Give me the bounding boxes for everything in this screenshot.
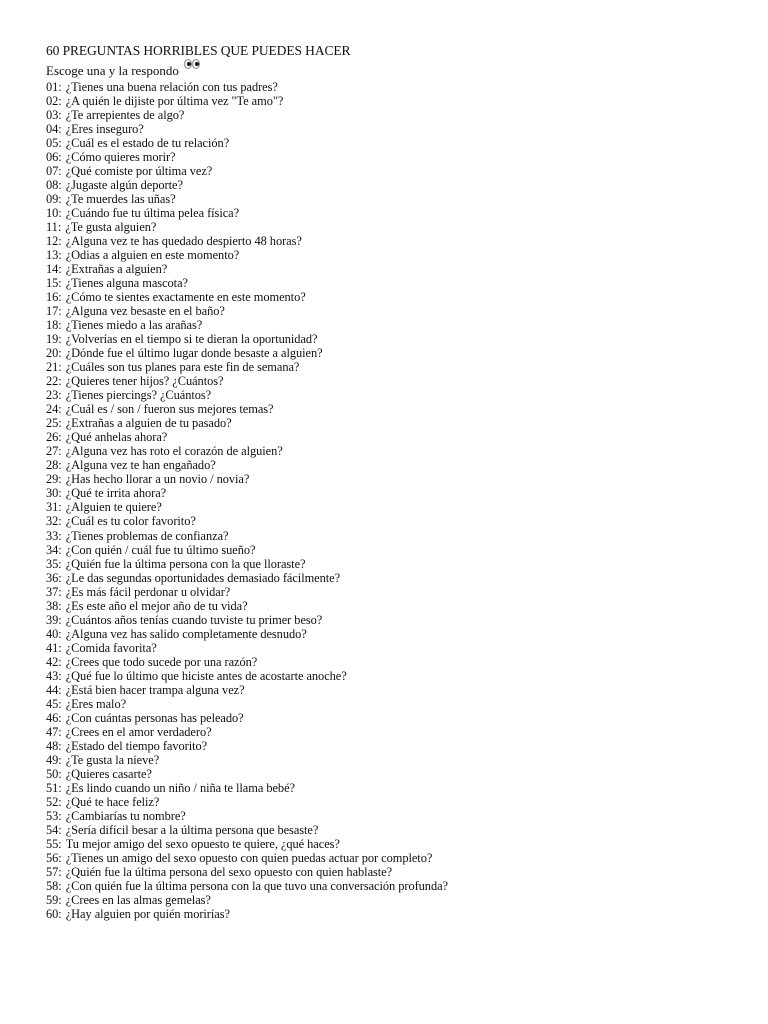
question-number: 51 — [46, 780, 59, 795]
question-separator: : — [58, 80, 62, 94]
question-number: 40 — [46, 626, 59, 641]
question-separator: : — [58, 612, 62, 627]
question-item — [46, 795, 746, 809]
question-separator: : — [58, 514, 62, 529]
question-item — [46, 262, 746, 276]
question-text: ¿Alguna vez besaste en el baño? — [65, 304, 225, 319]
question-text: ¿Tienes miedo a las arañas? — [65, 318, 203, 333]
question-separator: : — [58, 570, 62, 585]
question-text: ¿Cuál es tu color favorito? — [65, 514, 196, 529]
question-text: ¿Alguna vez has roto el corazón de alguien? — [65, 444, 283, 459]
question-separator: : — [58, 290, 62, 305]
question-item — [46, 851, 746, 865]
question-item — [46, 781, 746, 795]
question-text: ¿Es lindo cuando un niño / niña te llama bebé? — [65, 780, 295, 795]
question-number: 15 — [46, 276, 59, 291]
question-number: 36 — [46, 570, 59, 585]
question-item — [46, 458, 746, 472]
question-number: 22 — [46, 374, 59, 389]
question-separator: : — [58, 206, 62, 221]
question-item — [46, 178, 746, 192]
question-separator: : — [58, 458, 62, 473]
question-text: ¿Tienes alguna mascota? — [65, 276, 188, 291]
question-separator: : — [58, 626, 62, 641]
question-text: ¿Alguna vez has salido completamente desnudo? — [65, 626, 307, 641]
question-separator: : — [58, 556, 62, 571]
question-item — [46, 893, 746, 907]
question-separator: : — [58, 864, 62, 879]
question-item — [46, 304, 746, 318]
question-text: ¿Quién fue la última persona con la que lloraste? — [65, 556, 306, 571]
question-item — [46, 486, 746, 500]
question-text: ¿Alguna vez te han engañado? — [65, 458, 216, 473]
question-text: ¿Cuántos años tenías cuando tuviste tu primer beso? — [65, 612, 323, 627]
question-number: 58 — [46, 878, 59, 893]
question-text: Tu mejor amigo del sexo opuesto te quiere, ¿qué haces? — [65, 836, 340, 851]
question-number: 02 — [46, 94, 59, 109]
document-page — [46, 42, 746, 921]
question-number: 30 — [46, 486, 59, 501]
question-text: ¿Cuáles son tus planes para este fin de semana? — [65, 360, 300, 375]
question-item — [46, 627, 746, 641]
question-number: 43 — [46, 668, 59, 683]
question-number: 06 — [46, 150, 59, 165]
question-separator: : — [58, 486, 62, 501]
question-item — [46, 108, 746, 122]
question-item — [46, 388, 746, 402]
question-text: ¿Te arrepientes de algo? — [65, 108, 185, 123]
question-text: ¿Sería difícil besar a la última persona que besaste? — [65, 822, 319, 837]
question-text: ¿Odias a alguien en este momento? — [65, 248, 240, 263]
question-item — [46, 276, 746, 290]
question-text: ¿Extrañas a alguien? — [65, 262, 168, 277]
question-item — [46, 318, 746, 332]
question-text: ¿Eres malo? — [65, 696, 127, 711]
question-text: ¿Estado del tiempo favorito? — [65, 738, 208, 753]
question-number: 41 — [46, 640, 59, 655]
question-number: 33 — [46, 528, 59, 543]
question-number: 46 — [46, 710, 59, 725]
question-number: 27 — [46, 444, 59, 459]
question-item — [46, 164, 746, 178]
question-number: 10 — [46, 206, 59, 221]
left-eye-icon — [184, 59, 192, 69]
question-separator: : — [57, 220, 62, 235]
question-separator: : — [58, 724, 62, 739]
question-text: ¿Alguien te quiere? — [65, 500, 162, 515]
question-text: ¿Tienes problemas de confianza? — [65, 528, 229, 543]
question-separator: : — [58, 640, 62, 655]
question-separator: : — [58, 374, 62, 389]
question-text: ¿Cuál es / son / fueron sus mejores temas? — [65, 402, 274, 417]
question-number: 47 — [46, 724, 59, 739]
question-text: ¿Tienes piercings? ¿Cuántos? — [65, 388, 212, 403]
question-separator: : — [58, 878, 62, 893]
question-item — [46, 585, 746, 599]
question-item — [46, 599, 746, 613]
question-separator: : — [58, 542, 62, 557]
question-item — [46, 739, 746, 753]
question-item — [46, 192, 746, 206]
question-text: ¿Cómo quieres morir? — [65, 150, 176, 165]
question-text: ¿Qué anhelas ahora? — [65, 430, 168, 445]
question-number: 16 — [46, 290, 59, 305]
question-number: 14 — [46, 262, 59, 277]
question-item — [46, 557, 746, 571]
question-text: ¿Dónde fue el último lugar donde besaste a alguien? — [65, 346, 323, 361]
question-item — [46, 80, 746, 94]
question-number: 37 — [46, 584, 59, 599]
question-number: 03 — [46, 108, 59, 123]
question-separator: : — [58, 416, 62, 431]
question-text: ¿Qué te hace feliz? — [65, 794, 160, 809]
question-separator: : — [58, 850, 62, 865]
question-item — [46, 543, 746, 557]
question-item — [46, 655, 746, 669]
question-separator: : — [58, 276, 62, 291]
question-number: 50 — [46, 766, 59, 781]
question-text: ¿Crees que todo sucede por una razón? — [65, 654, 258, 669]
question-item — [46, 529, 746, 543]
question-text: ¿Crees en las almas gemelas? — [65, 892, 211, 907]
question-text: ¿Has hecho llorar a un novio / novia? — [65, 472, 250, 487]
question-item — [46, 430, 746, 444]
eyes-emoji-icon — [184, 59, 202, 69]
question-separator: : — [58, 402, 62, 417]
question-separator: : — [58, 598, 62, 613]
question-text: ¿Quieres tener hijos? ¿Cuántos? — [65, 374, 224, 389]
question-separator: : — [58, 836, 62, 851]
question-number: 49 — [46, 752, 59, 767]
question-text: ¿Volverías en el tiempo si te dieran la oportunidad? — [65, 332, 318, 347]
question-item — [46, 150, 746, 164]
question-text: ¿Cómo te sientes exactamente en este momento? — [65, 290, 306, 305]
question-text: ¿Tienes un amigo del sexo opuesto con quien puedas actuar por completo? — [65, 850, 433, 865]
question-text: ¿Te gusta alguien? — [65, 220, 157, 235]
subtitle-text: Escoge una y la respondo — [46, 63, 179, 78]
question-separator: : — [58, 178, 62, 193]
question-separator: : — [58, 332, 62, 347]
question-item — [46, 94, 746, 108]
question-text: ¿Cambiarías tu nombre? — [65, 808, 186, 823]
question-item — [46, 206, 746, 220]
question-text: ¿Cuál es el estado de tu relación? — [65, 136, 230, 151]
question-number: 07 — [46, 164, 59, 179]
question-separator: : — [58, 528, 62, 543]
question-item — [46, 711, 746, 725]
question-number: 17 — [46, 304, 59, 319]
question-item — [46, 248, 746, 262]
question-text: ¿Es más fácil perdonar u olvidar? — [65, 584, 231, 599]
question-number: 04 — [46, 122, 59, 137]
question-separator: : — [58, 318, 62, 333]
question-separator: : — [58, 822, 62, 837]
question-number: 38 — [46, 598, 59, 613]
question-number: 42 — [46, 654, 59, 669]
question-number: 52 — [46, 794, 59, 809]
question-item — [46, 136, 746, 150]
document-subtitle — [46, 62, 746, 80]
question-number: 25 — [46, 416, 59, 431]
question-item — [46, 416, 746, 430]
question-item — [46, 500, 746, 514]
question-text: ¿Qué comiste por última vez? — [65, 164, 213, 179]
question-item — [46, 641, 746, 655]
question-item — [46, 360, 746, 374]
question-separator: : — [58, 360, 62, 375]
question-number: 18 — [46, 318, 59, 333]
question-text: ¿Qué fue lo último que hiciste antes de acostarte anoche? — [65, 668, 347, 683]
question-separator: : — [58, 122, 62, 137]
question-item — [46, 837, 746, 851]
question-item — [46, 571, 746, 585]
question-text: ¿Alguna vez te has quedado despierto 48 horas? — [65, 234, 302, 249]
question-separator: : — [58, 682, 62, 697]
question-number: 21 — [46, 360, 59, 375]
question-item — [46, 122, 746, 136]
question-separator: : — [58, 444, 62, 459]
question-number: 57 — [46, 864, 59, 879]
question-text: ¿Con quién / cuál fue tu último sueño? — [65, 542, 256, 557]
question-separator: : — [58, 304, 62, 319]
question-text: ¿Te muerdes las uñas? — [65, 192, 176, 207]
question-text: ¿Crees en el amor verdadero? — [65, 724, 212, 739]
right-eye-icon — [192, 59, 200, 69]
question-number: 35 — [46, 556, 59, 571]
question-number: 13 — [46, 248, 59, 263]
question-text: ¿Está bien hacer trampa alguna vez? — [65, 682, 245, 697]
question-item — [46, 669, 746, 683]
question-item — [46, 402, 746, 416]
question-item — [46, 809, 746, 823]
question-number: 24 — [46, 402, 59, 417]
question-item — [46, 697, 746, 711]
question-number: 31 — [46, 500, 59, 515]
question-item — [46, 220, 746, 234]
question-text: ¿Tienes una buena relación con tus padres? — [65, 80, 278, 94]
question-text: ¿Jugaste algún deporte? — [65, 178, 183, 193]
question-separator: : — [58, 430, 62, 445]
question-separator: : — [58, 346, 62, 361]
question-text: ¿Es este año el mejor año de tu vida? — [65, 598, 248, 613]
question-separator: : — [58, 164, 62, 179]
question-separator: : — [58, 752, 62, 767]
question-number: 26 — [46, 430, 59, 445]
document-title: 60 PREGUNTAS HORRIBLES QUE PUEDES HACER — [46, 43, 351, 58]
question-number: 60 — [46, 906, 59, 921]
question-item — [46, 683, 746, 697]
question-separator: : — [58, 584, 62, 599]
question-text: ¿Eres inseguro? — [65, 122, 144, 137]
question-item — [46, 725, 746, 739]
question-item — [46, 907, 746, 921]
question-number: 34 — [46, 542, 59, 557]
question-item — [46, 234, 746, 248]
question-text: ¿Extrañas a alguien de tu pasado? — [65, 416, 232, 431]
question-number: 05 — [46, 136, 59, 151]
question-text: ¿Comida favorita? — [65, 640, 157, 655]
question-separator: : — [58, 500, 62, 515]
question-item — [46, 514, 746, 528]
question-number: 28 — [46, 458, 59, 473]
question-item — [46, 879, 746, 893]
question-separator: : — [58, 262, 62, 277]
question-number: 09 — [46, 192, 59, 207]
question-separator: : — [58, 668, 62, 683]
question-text: ¿Hay alguien por quién morirías? — [65, 906, 230, 921]
question-number: 55 — [46, 836, 59, 851]
question-text: ¿Cuándo fue tu última pelea física? — [65, 206, 240, 221]
question-item — [46, 444, 746, 458]
question-separator: : — [58, 808, 62, 823]
question-text: ¿Te gusta la nieve? — [65, 752, 160, 767]
question-text: ¿Qué te irrita ahora? — [65, 486, 167, 501]
question-number: 12 — [46, 234, 59, 249]
question-separator: : — [58, 108, 62, 123]
question-number: 59 — [46, 892, 59, 907]
question-item — [46, 613, 746, 627]
question-separator: : — [58, 654, 62, 669]
question-text: ¿Con quién fue la última persona con la que tuvo una conversación profunda? — [65, 878, 448, 893]
question-separator: : — [58, 710, 62, 725]
question-number: 20 — [46, 346, 59, 361]
question-separator: : — [58, 696, 62, 711]
question-separator: : — [58, 738, 62, 753]
question-number: 32 — [46, 514, 59, 529]
question-text: ¿A quién le dijiste por última vez "Te amo"? — [65, 94, 284, 109]
question-separator: : — [58, 388, 62, 403]
question-number: 23 — [46, 388, 59, 403]
question-number: 53 — [46, 808, 59, 823]
question-number: 19 — [46, 332, 59, 347]
question-number: 29 — [46, 472, 59, 487]
question-text: ¿Con cuántas personas has peleado? — [65, 710, 244, 725]
question-list — [46, 80, 746, 921]
question-separator: : — [58, 192, 62, 207]
question-item — [46, 865, 746, 879]
question-item — [46, 753, 746, 767]
question-item — [46, 472, 746, 486]
question-item — [46, 332, 746, 346]
question-text: ¿Le das segundas oportunidades demasiado fácilmente? — [65, 570, 341, 585]
question-item — [46, 767, 746, 781]
question-separator: : — [58, 472, 62, 487]
question-separator: : — [58, 248, 62, 263]
question-separator: : — [58, 892, 62, 907]
question-separator: : — [58, 136, 62, 151]
question-item — [46, 346, 746, 360]
question-number: 39 — [46, 612, 59, 627]
question-separator: : — [58, 766, 62, 781]
question-number: 08 — [46, 178, 59, 193]
question-number: 48 — [46, 738, 59, 753]
question-text: ¿Quién fue la última persona del sexo opuesto con quien hablaste? — [65, 864, 393, 879]
question-separator: : — [58, 94, 62, 109]
question-number: 11 — [46, 220, 58, 235]
question-item — [46, 374, 746, 388]
question-separator: : — [58, 150, 62, 165]
question-number: 44 — [46, 682, 59, 697]
question-number: 54 — [46, 822, 59, 837]
question-item — [46, 290, 746, 304]
question-number: 45 — [46, 696, 59, 711]
question-separator: : — [58, 234, 62, 249]
question-item — [46, 823, 746, 837]
question-number: 01 — [46, 80, 59, 94]
question-number: 56 — [46, 850, 59, 865]
question-separator: : — [58, 780, 62, 795]
question-text: ¿Quieres casarte? — [65, 766, 152, 781]
question-separator: : — [58, 794, 62, 809]
question-separator: : — [58, 906, 62, 921]
